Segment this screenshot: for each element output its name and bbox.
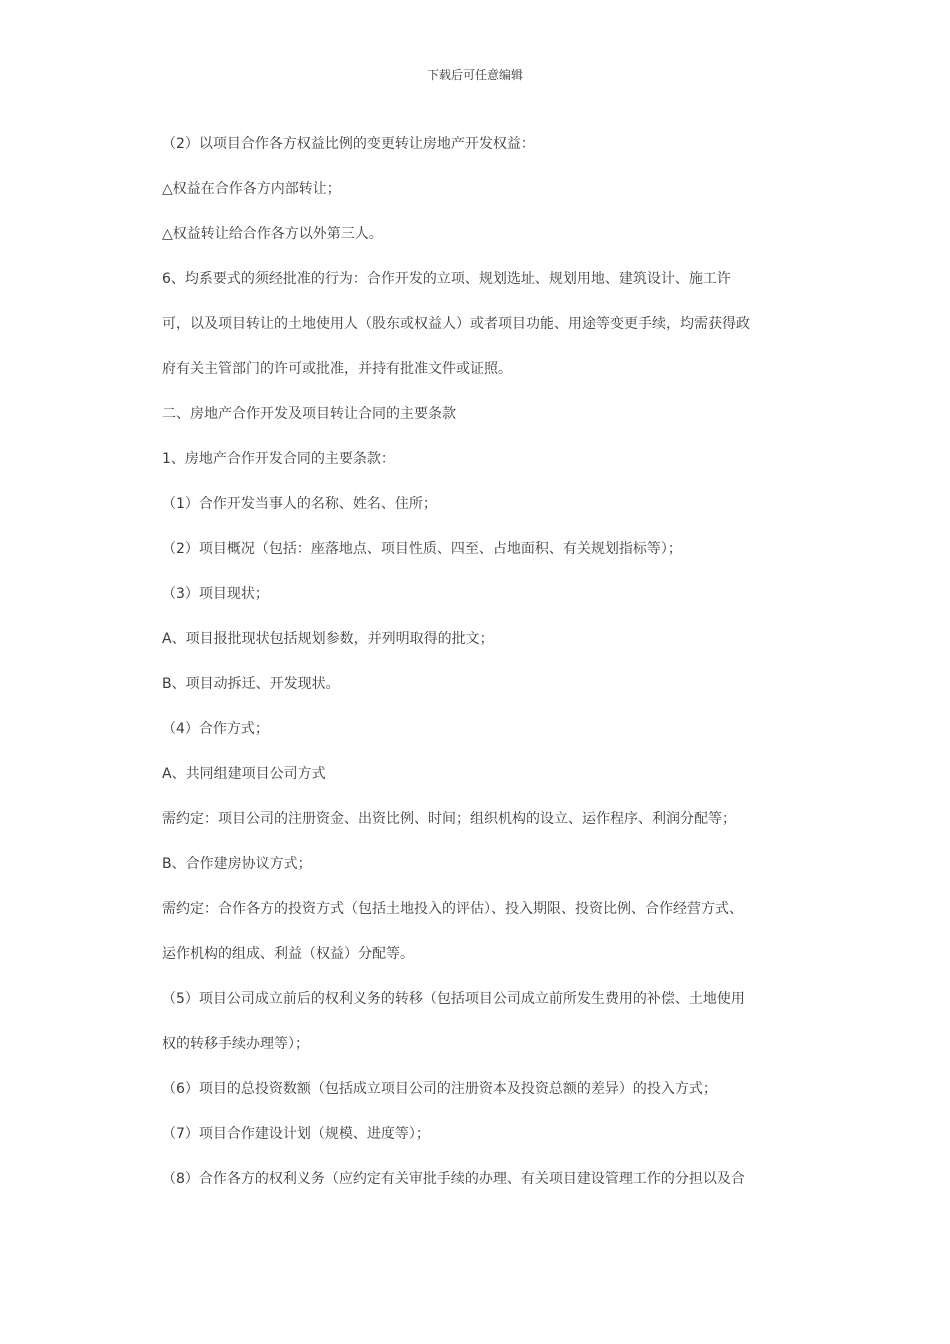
text-line: （4）合作方式； [162, 721, 269, 737]
text-line: B、项目动拆迁、开发现状。 [162, 676, 340, 692]
text-line: △权益在合作各方内部转让； [162, 181, 341, 197]
text-line: 府有关主管部门的许可或批准，并持有批准文件或证照。 [162, 361, 512, 377]
text-line: 需约定：项目公司的注册资金、出资比例、时间；组织机构的设立、运作程序、利润分配等； [162, 811, 736, 827]
text-line: （3）项目现状； [162, 586, 269, 602]
text-line: B、合作建房协议方式； [162, 856, 312, 872]
text-line: △权益转让给合作各方以外第三人。 [162, 226, 383, 242]
text-line: 1、房地产合作开发合同的主要条款： [162, 451, 395, 467]
text-line: （2）以项目合作各方权益比例的变更转让房地产开发权益： [162, 136, 535, 152]
document-body [162, 133, 812, 1213]
text-line: （5）项目公司成立前后的权利义务的转移（包括项目公司成立前所发生费用的补偿、土地使用 [162, 991, 745, 1007]
text-line: （8）合作各方的权利义务（应约定有关审批手续的办理、有关项目建设管理工作的分担以及合 [162, 1171, 745, 1187]
text-line: （1）合作开发当事人的名称、姓名、住所； [162, 496, 437, 512]
text-line: 6、均系要式的须经批准的行为：合作开发的立项、规划选址、规划用地、建筑设计、施工许 [162, 271, 731, 287]
page-header: 下载后可任意编辑 [426, 68, 523, 82]
text-line: 运作机构的组成、利益（权益）分配等。 [162, 946, 414, 962]
text-line: 需约定：合作各方的投资方式（包括土地投入的评估）、投入期限、投资比例、合作经营方式、 [162, 901, 743, 917]
text-line: A、共同组建项目公司方式 [162, 766, 326, 782]
section-heading: 二、房地产合作开发及项目转让合同的主要条款 [162, 406, 456, 422]
text-line: （2）项目概况（包括：座落地点、项目性质、四至、占地面积、有关规划指标等）； [162, 541, 682, 557]
text-line: 权的转移手续办理等）； [162, 1036, 309, 1052]
text-line: （7）项目合作建设计划（规模、进度等）； [162, 1126, 430, 1142]
text-line: A、项目报批现状包括规划参数，并列明取得的批文； [162, 631, 494, 647]
text-line: （6）项目的总投资数额（包括成立项目公司的注册资本及投资总额的差异）的投入方式； [162, 1081, 717, 1097]
text-line: 可，以及项目转让的土地使用人（股东或权益人）或者项目功能、用途等变更手续，均需获得政 [162, 316, 750, 332]
